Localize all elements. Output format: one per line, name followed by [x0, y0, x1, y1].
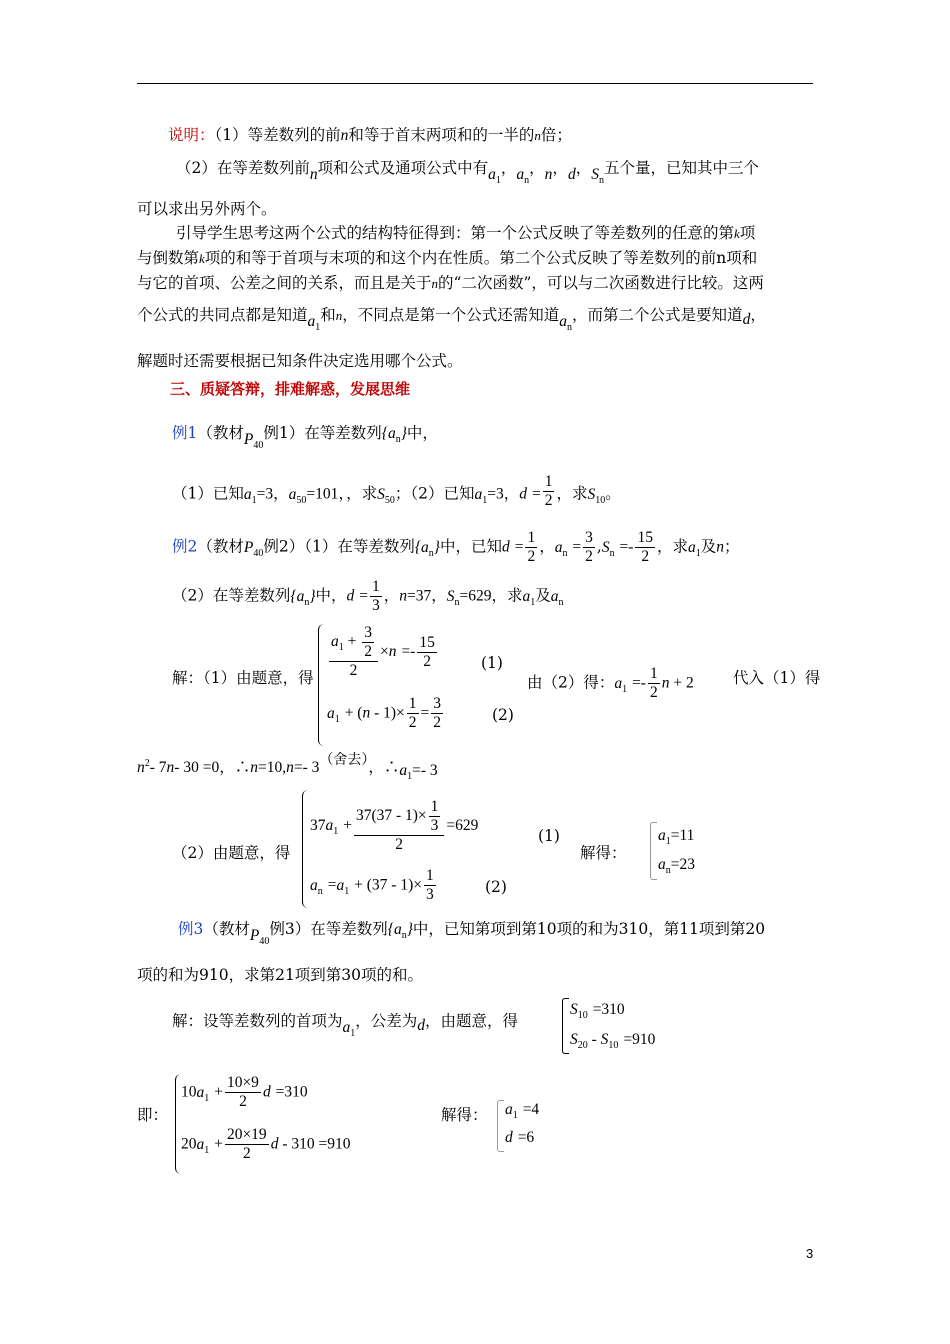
example-2-solution-2-label: （2）由题意，得: [172, 844, 291, 862]
solved-label: 解得：: [580, 844, 627, 862]
result-an: $a_n=23$: [658, 856, 695, 876]
result-brace: [650, 822, 657, 880]
example-3-title: 例3（教材$P_{40}$例3）在等差数列$\{a_n\}$中，已知第项到第10项的和为310，第11项到第20: [178, 920, 766, 947]
example-2-solution-1-label: 解：（1）由题意，得: [172, 669, 314, 687]
sum-eq-2: $S_{20} - S_{10} =910$: [570, 1031, 656, 1051]
result-a1: $a_1 =4$: [505, 1101, 540, 1121]
substitute-text: 代入（1）得: [733, 669, 821, 687]
guide-line-5: 解题时还需要根据已知条件决定选用哪个公式。: [137, 352, 463, 370]
example-2-question-2: （2）在等差数列$\{a_n\}$中，d = $\frac{1}{3}$ ，n=37，$S_n=629$，求$a_1$及$a_n$: [172, 578, 564, 614]
example-1-label: 例1: [172, 424, 198, 442]
note-line-3: 可以求出另外两个。: [137, 200, 277, 218]
note-line-2: （2）在等差数列前n项和公式及通项公式中有$a_1$，$a_n$，n，d，$S_n$五个量，已知其中三个: [176, 159, 759, 186]
example-3-label: 例3: [178, 920, 204, 938]
equation-tag-1: (1): [538, 827, 560, 845]
header-rule: [137, 83, 813, 84]
system-2-eq-2: $a_n =a_1 + (37 - 1)\times$ $\frac{1}{3}$: [310, 867, 434, 903]
quadratic-result: $n^2-$ 7n- 30 =0，∴n=10,n=- 3（舍去），$\therefore a_1=-$ 3: [137, 752, 438, 782]
system-1-eq-1: $a_1$ + $\frac{3}{2}$ 2 ×n =- $\frac{15}{2}$: [331, 624, 435, 679]
page-number: 3: [806, 1246, 814, 1261]
guide-line-4: 个公式的共同点都是知道$a_1$和n，不同点是第一个公式还需知道$a_n$，而第二个公式是要知道d，: [137, 306, 766, 333]
example-3-solution: 解：设等差数列的首项为$a_1$，公差为d，由题意，得: [172, 1012, 519, 1039]
example-1-question: （1）已知$a_1=3$，$a_{50}=101$，，求$S_{50}$；（2）已知$a_1=3$，d = $\frac{1}{2}$ ，求$S_{10}$。: [172, 473, 621, 509]
note-label: 说明：: [168, 126, 215, 144]
result-d: d =6: [505, 1129, 535, 1146]
guide-line-3: 与它的首项、公差之间的关系，而且是关于n的“二次函数”，可以与二次函数进行比较。这两: [137, 274, 764, 292]
equation-tag-2: (2): [485, 878, 507, 896]
example-2-title: 例2（教材$P_{40}$例2）（1）在等差数列$\{a_n\}$中，已知d = $\frac{1}{2}$ ，$a_n$ = $\frac{3}{2}$ $,S_n$ =- $\frac{15}{2}$ ，求$a_1$及n；: [172, 529, 740, 565]
system-brace: [318, 624, 327, 746]
section-3-heading: 三、质疑答辩，排难解惑，发展思维: [170, 380, 411, 398]
guide-line-1: 引导学生思考这两个公式的结构特征得到：第一个公式反映了等差数列的任意的第k项: [176, 224, 756, 242]
sum-system-brace: [562, 998, 569, 1054]
example-1-title: 例1（教材$P_{40}$例1）在等差数列$\{a_n\}$中，: [172, 424, 438, 451]
equation-tag-1: (1): [481, 654, 503, 672]
result-a1: $a_1=11$: [658, 827, 695, 847]
solved-label: 解得：: [441, 1106, 488, 1124]
system-1-eq-2: $a_1 + (n - 1)\times$ $\frac{1}{2}$ = $\frac{3}{2}$: [327, 695, 442, 731]
example-3-text-2: 项的和为910，求第21项到第30项的和。: [137, 966, 424, 984]
example-2-label: 例2: [172, 537, 198, 556]
result-brace: [497, 1100, 504, 1152]
from-eq-2: 由（2）得：$a_1$ =- $\frac{1}{2}$ n + 2: [527, 665, 694, 701]
namely-label: 即：: [137, 1106, 169, 1124]
system-3-eq-2: $20a_1$ + $\frac{20\times 19}{2}$ d - 310 =910: [181, 1126, 351, 1162]
system-3-eq-1: $10a_1$ + $\frac{10\times 9}{2}$ d =310: [181, 1074, 308, 1110]
system-2-eq-1: $37a_1$ + 37(37 - 1)× $\frac{1}{3}$ 2 =629: [310, 798, 479, 853]
equation-tag-2: (2): [492, 706, 514, 724]
note-line-1: 说明：（1）等差数列的前n和等于首末两项和的一半的n倍；: [168, 126, 572, 144]
guide-line-2: 与倒数第k项的和等于首项与末项的和这个内在性质。第二个公式反映了等差数列的前n项和: [137, 249, 758, 267]
sum-eq-1: $S_{10} =310$: [570, 1001, 625, 1021]
